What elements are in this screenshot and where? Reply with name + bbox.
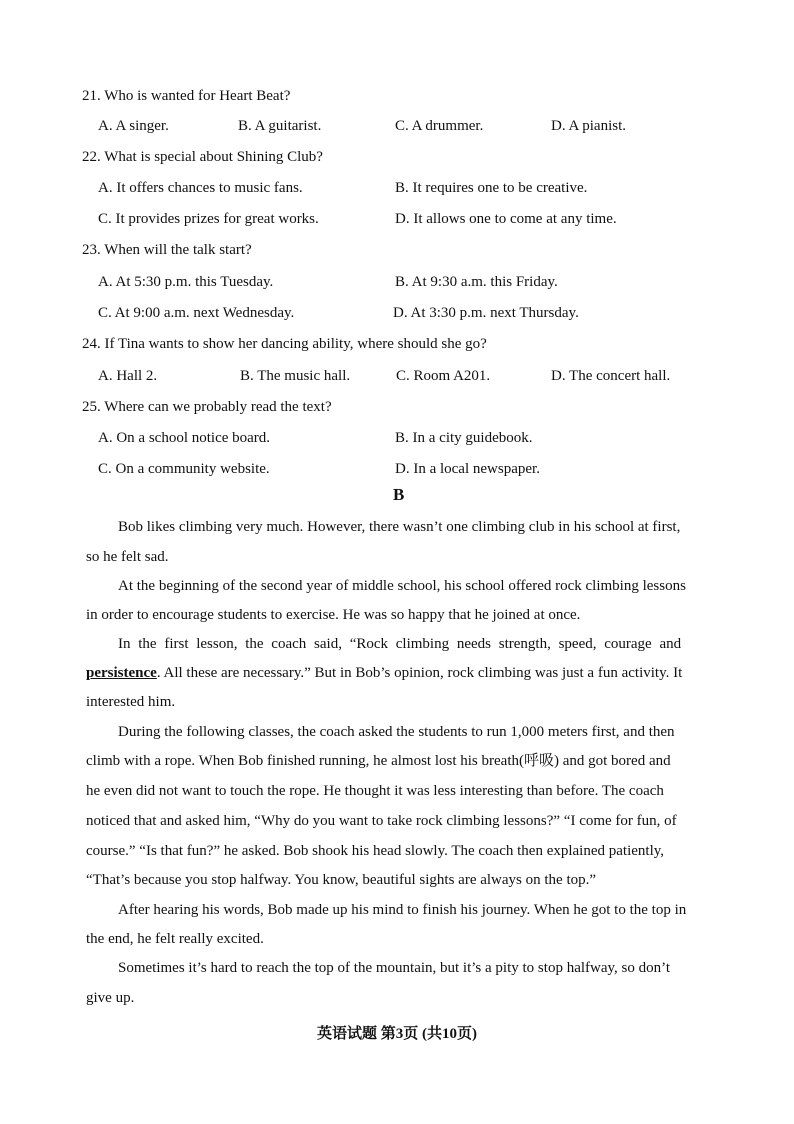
question-25-option-a: A. On a school notice board.: [98, 430, 271, 446]
underlined-word: persistence: [86, 665, 157, 681]
passage-line-13: “That’s because you stop halfway. You know, beautiful sights are always on the top.”: [86, 872, 597, 888]
passage-line-6: [86, 663, 682, 683]
question-23-option-b: B. At 9:30 a.m. this Friday.: [395, 274, 558, 290]
passage-line-16: Sometimes it’s hard to reach the top of the mountain, but it’s a pity to stop halfway, so don’t: [118, 960, 671, 976]
passage-line-8: During the following classes, the coach asked the students to run 1,000 meters first, and then: [118, 724, 675, 740]
passage-line-3: At the beginning of the second year of middle school, his school offered rock climbing lessons: [118, 578, 686, 594]
question-22-stem: 22. What is special about Shining Club?: [82, 149, 323, 165]
question-25-stem: 25. Where can we probably read the text?: [82, 399, 332, 415]
question-21-stem: 21. Who is wanted for Heart Beat?: [82, 88, 291, 104]
question-21-option-c: C. A drummer.: [395, 118, 484, 134]
question-25-option-c: C. On a community website.: [98, 461, 270, 477]
passage-line-1: Bob likes climbing very much. However, there wasn’t one climbing club in his school at first,: [118, 519, 681, 535]
passage-line-9: climb with a rope. When Bob finished running, he almost lost his breath(呼吸) and got bored and: [86, 753, 671, 769]
section-heading: B: [393, 485, 405, 504]
question-24-stem: 24. If Tina wants to show her dancing ability, where should she go?: [82, 336, 487, 352]
question-25-option-d: D. In a local newspaper.: [395, 461, 540, 477]
question-24-option-a: A. Hall 2.: [98, 368, 158, 384]
passage-line-15: the end, he felt really excited.: [86, 931, 264, 947]
question-23-option-d: D. At 3:30 p.m. next Thursday.: [393, 305, 579, 321]
passage-line-7: interested him.: [86, 694, 176, 710]
passage-line-2: so he felt sad.: [86, 549, 169, 565]
passage-line-10: he even did not want to touch the rope. He thought it was less interesting than before. The coach: [86, 783, 664, 799]
question-22-option-b: B. It requires one to be creative.: [395, 180, 588, 196]
passage-line-4: in order to encourage students to exercise. He was so happy that he joined at once.: [86, 607, 581, 623]
question-22-option-c: C. It provides prizes for great works.: [98, 211, 319, 227]
question-24-option-b: B. The music hall.: [240, 368, 351, 384]
page-footer: 英语试题 第3页 (共10页): [317, 1026, 477, 1042]
question-22-option-a: A. It offers chances to music fans.: [98, 180, 303, 196]
passage-line-12: course.” “Is that fun?” he asked. Bob shook his head slowly. The coach then explained patiently,: [86, 843, 665, 859]
question-25-option-b: B. In a city guidebook.: [395, 430, 533, 446]
question-23-option-a: A. At 5:30 p.m. this Tuesday.: [98, 274, 274, 290]
question-24-option-d: D. The concert hall.: [551, 368, 671, 384]
question-23-option-c: C. At 9:00 a.m. next Wednesday.: [98, 305, 295, 321]
question-21-option-d: D. A pianist.: [551, 118, 627, 134]
question-21-option-b: B. A guitarist.: [238, 118, 322, 134]
question-23-stem: 23. When will the talk start?: [82, 242, 252, 258]
question-21-option-a: A. A singer.: [98, 118, 169, 134]
question-22-option-d: D. It allows one to come at any time.: [395, 211, 617, 227]
passage-line-17: give up.: [86, 990, 135, 1006]
passage-line-5: In the first lesson, the coach said, “Rock climbing needs strength, speed, courage and: [118, 636, 682, 652]
question-24-option-c: C. Room A201.: [396, 368, 491, 384]
passage-line-14: After hearing his words, Bob made up his mind to finish his journey. When he got to the top in: [118, 902, 687, 918]
passage-line-11: noticed that and asked him, “Why do you want to take rock climbing lessons?” “I come for fun, of: [86, 813, 677, 829]
passage-line-6-rest: . All these are necessary.” But in Bob’s opinion, rock climbing was just a fun activity. It: [156, 665, 683, 681]
